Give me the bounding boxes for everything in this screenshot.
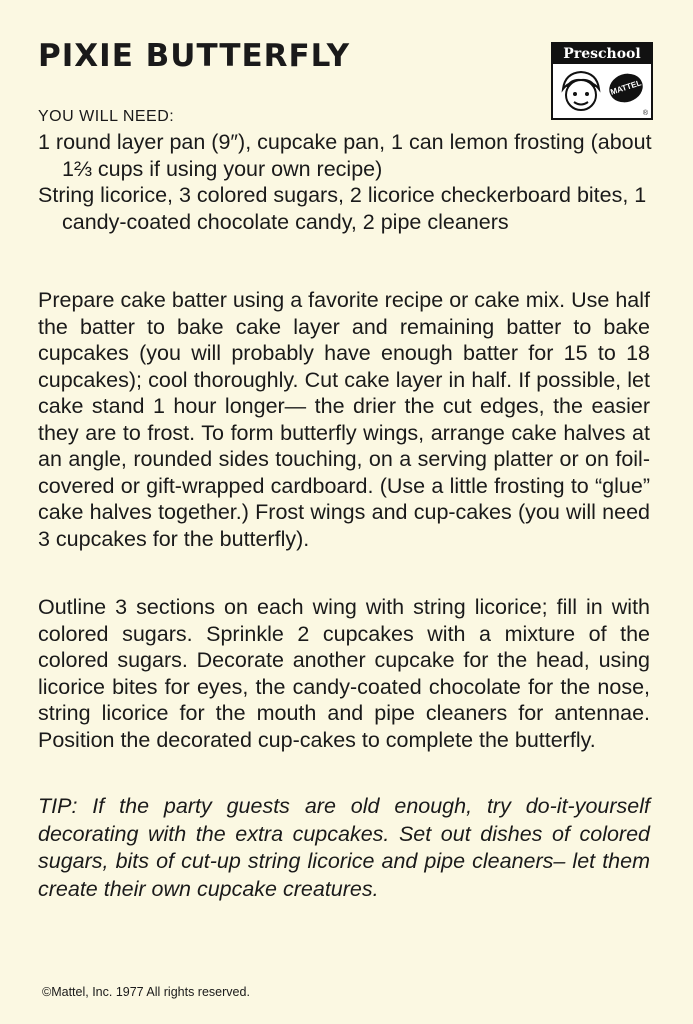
instructions-paragraph: Prepare cake batter using a favorite recipe or cake mix. Use half the batter to bake cake layer and remaining batter to bake cupcakes (you will probably have enough batter for 15 to 18 cupcakes); cool thoroughly. Cut cake layer in half. If possible, let cake stand 1 hour longer— the drier the cut edges, the easier they are to frost. To form butterfly wings, arrange cake halves at an angle, rounded sides touching, on a serving platter or on foil-covered or gift-wrapped cardboard. (Use a little frosting to “glue” cake halves together.) Frost wings and cup-cakes (you will need 3 cupcakes for the butterfly).: [38, 288, 650, 551]
recipe-title: PIXIE BUTTERFLY: [38, 38, 351, 74]
registered-mark: ®: [642, 110, 648, 117]
copyright-notice: ©Mattel, Inc. 1977 All rights reserved.: [42, 985, 250, 999]
preschool-logo: [551, 42, 653, 120]
ingredients-list: [38, 129, 658, 235]
ingredient-item: 1 round layer pan (9″), cupcake pan, 1 can lemon frosting (about 1⅔ cups if using your own recipe): [38, 130, 652, 181]
child-face-icon: [557, 67, 605, 115]
logo-label: Preschool: [553, 44, 651, 64]
instructions-paragraph: Outline 3 sections on each wing with string licorice; fill in with colored sugars. Sprinkle 2 cupcakes with a mixture of the colored sugars. Decorate another cupcake for the head, using licorice bites for eyes, the candy-coated chocolate for the nose, string licorice for the mouth and pipe cleaners for antennae. Position the decorated cup-cakes to complete the butterfly.: [38, 595, 650, 752]
ingredient-item: String licorice, 3 colored sugars, 2 licorice checkerboard bites, 1 candy-coated chocolate candy, 2 pipe cleaners: [38, 183, 647, 234]
tip-paragraph: TIP: If the party guests are old enough, try do-it-yourself decorating with the extra cupcakes. Set out dishes of colored sugars, bits of cut-up string licorice and pipe cleaners– let them create their own cupcake creatures.: [38, 794, 650, 901]
mattel-badge: MATTEL: [606, 69, 647, 106]
ingredients-heading: YOU WILL NEED:: [38, 108, 175, 125]
